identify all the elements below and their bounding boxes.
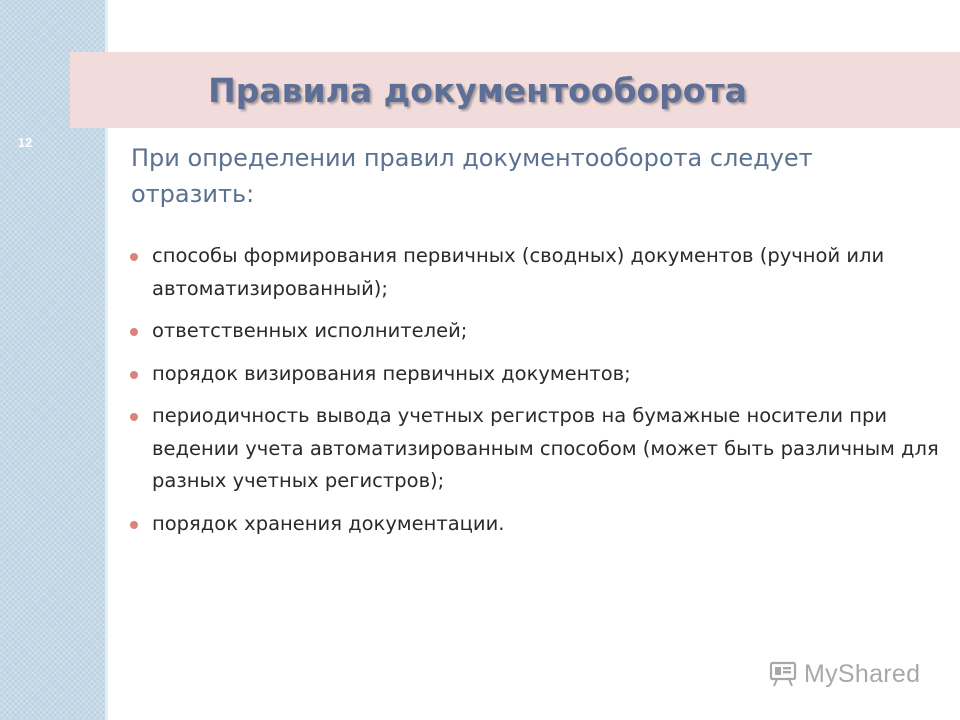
presentation-board-icon (768, 659, 798, 689)
myshared-watermark (768, 656, 920, 692)
bullet-text: порядок хранения документации. (152, 511, 505, 535)
bullet-marker-icon (130, 413, 138, 421)
bullet-item (130, 358, 956, 391)
bullet-text: порядок визирования первичных документов; (152, 361, 631, 385)
bullet-item (130, 315, 956, 348)
slide-number: 12 (17, 135, 33, 150)
bullet-marker-icon (130, 328, 138, 336)
bullet-item (130, 240, 956, 305)
bullet-marker-icon (130, 253, 138, 261)
bullet-text: ответственных исполнителей; (152, 319, 468, 342)
bullet-text: периодичность вывода учетных регистров на бумажные носители при ведении учета автоматизированным способом (может быть различным для разных учетных регистров); (152, 404, 939, 492)
bullet-text: способы формирования первичных (сводных) документов (ручной или автоматизированный); (152, 244, 885, 300)
watermark-text: MyShared (804, 659, 921, 688)
bullet-marker-icon (130, 371, 138, 379)
bullet-list (130, 240, 956, 550)
bullet-item (130, 400, 956, 498)
slide-subtitle: При определении правил документооборота следует отразить: (131, 144, 813, 208)
bullet-marker-icon (130, 521, 138, 529)
slide-title: Правила документооборота (208, 70, 747, 110)
bullet-item (130, 508, 956, 541)
